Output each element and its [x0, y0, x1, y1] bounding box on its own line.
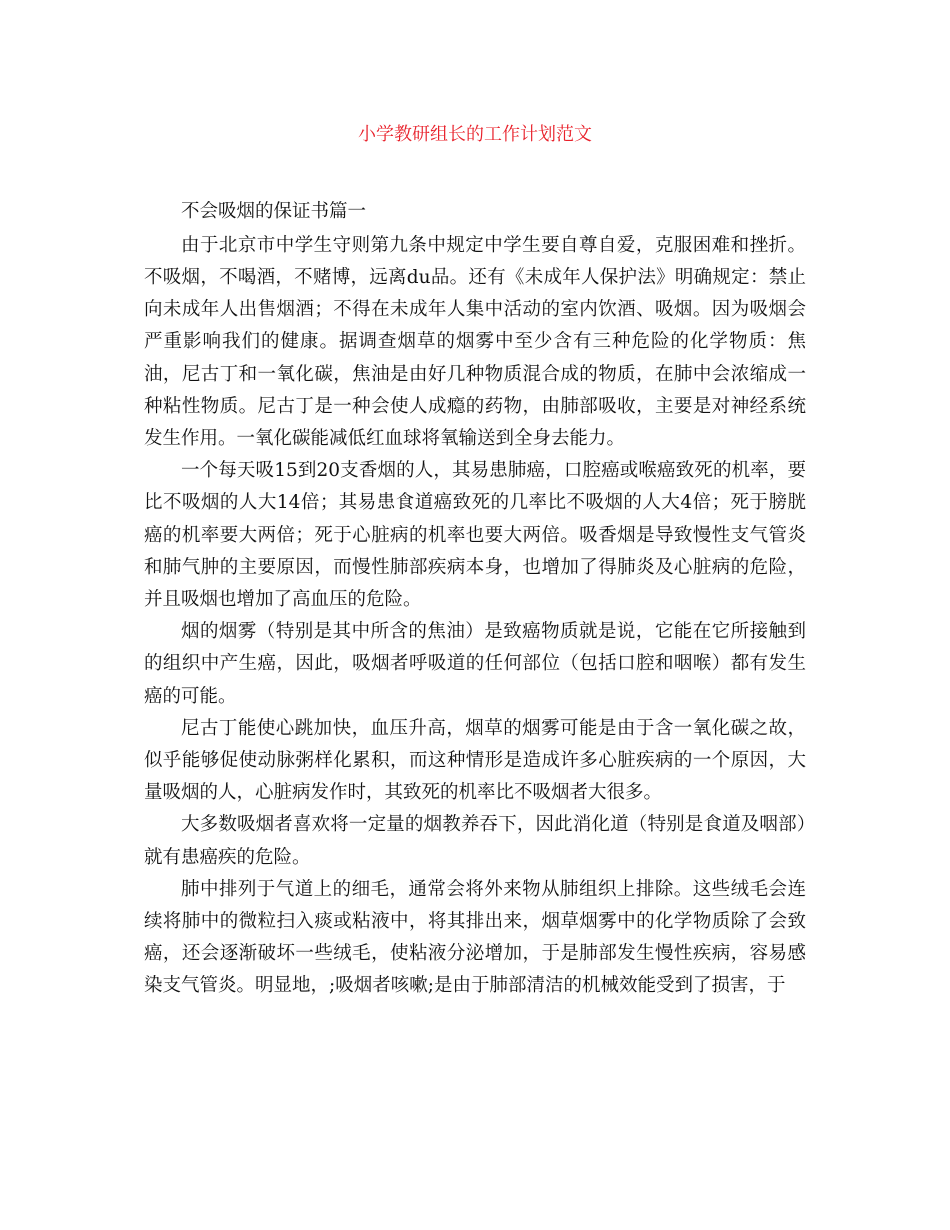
paragraph-2: 一个每天吸15到20支香烟的人，其易患肺癌，口腔癌或喉癌致死的机率，要比不吸烟的人大14倍；其易患食道癌致死的几率比不吸烟的人大4倍；死于膀胱癌的机率要大两倍；死于心脏病的机率也要大两倍。吸香烟是导致慢性支气管炎和肺气肿的主要原因，而慢性肺部疾病本身，也增加了得肺炎及心脏病的危险，并且吸烟也增加了高血压的危险。 — [144, 460, 806, 610]
paragraph-3: 烟的烟雾（特别是其中所含的焦油）是致癌物质就是说，它能在它所接触到的组织中产生癌，因此，吸烟者呼吸道的任何部位（包括口腔和咽喉）都有发生癌的可能。 — [144, 621, 806, 707]
paragraph-6: 肺中排列于气道上的细毛，通常会将外来物从肺组织上排除。这些绒毛会连续将肺中的微粒扫入痰或粘液中，将其排出来，烟草烟雾中的化学物质除了会致癌，还会逐渐破坏一些绒毛，使粘液分泌增加，于是肺部发生慢性疾病，容易感染支气管炎。明显地，;吸烟者咳嗽;是由于肺部清洁的机械效能受到了损害，于 — [144, 878, 806, 997]
section-heading: 不会吸烟的保证书篇一 — [181, 201, 367, 222]
paragraph-4: 尼古丁能使心跳加快，血压升高，烟草的烟雾可能是由于含一氧化碳之故，似乎能够促使动脉粥样化累积，而这种情形是造成许多心脏疾病的一个原因，大量吸烟的人，心脏病发作时，其致死的机率比不吸烟者大很多。 — [144, 717, 806, 804]
paragraph-5: 大多数吸烟者喜欢将一定量的烟教养吞下，因此消化道（特别是食道及咽部）就有患癌疾的危险。 — [144, 814, 806, 868]
document-body — [144, 196, 806, 1003]
document-title: 小学教研组长的工作计划范文 — [358, 124, 592, 145]
paragraph-1: 由于北京市中学生守则第九条中规定中学生要自尊自爱，克服困难和挫折。不吸烟，不喝酒，不赌博，远离du品。还有《未成年人保护法》明确规定：禁止向未成年人出售烟酒；不得在未成年人集中活动的室内饮酒、吸烟。因为吸烟会严重影响我们的健康。据调查烟草的烟雾中至少含有三种危险的化学物质：焦油，尼古丁和一氧化碳，焦油是由好几种物质混合成的物质，在肺中会浓缩成一种粘性物质。尼古丁是一种会使人成瘾的药物，由肺部吸收，主要是对神经系统发生作用。一氧化碳能减低红血球将氧输送到全身去能力。 — [144, 234, 806, 449]
